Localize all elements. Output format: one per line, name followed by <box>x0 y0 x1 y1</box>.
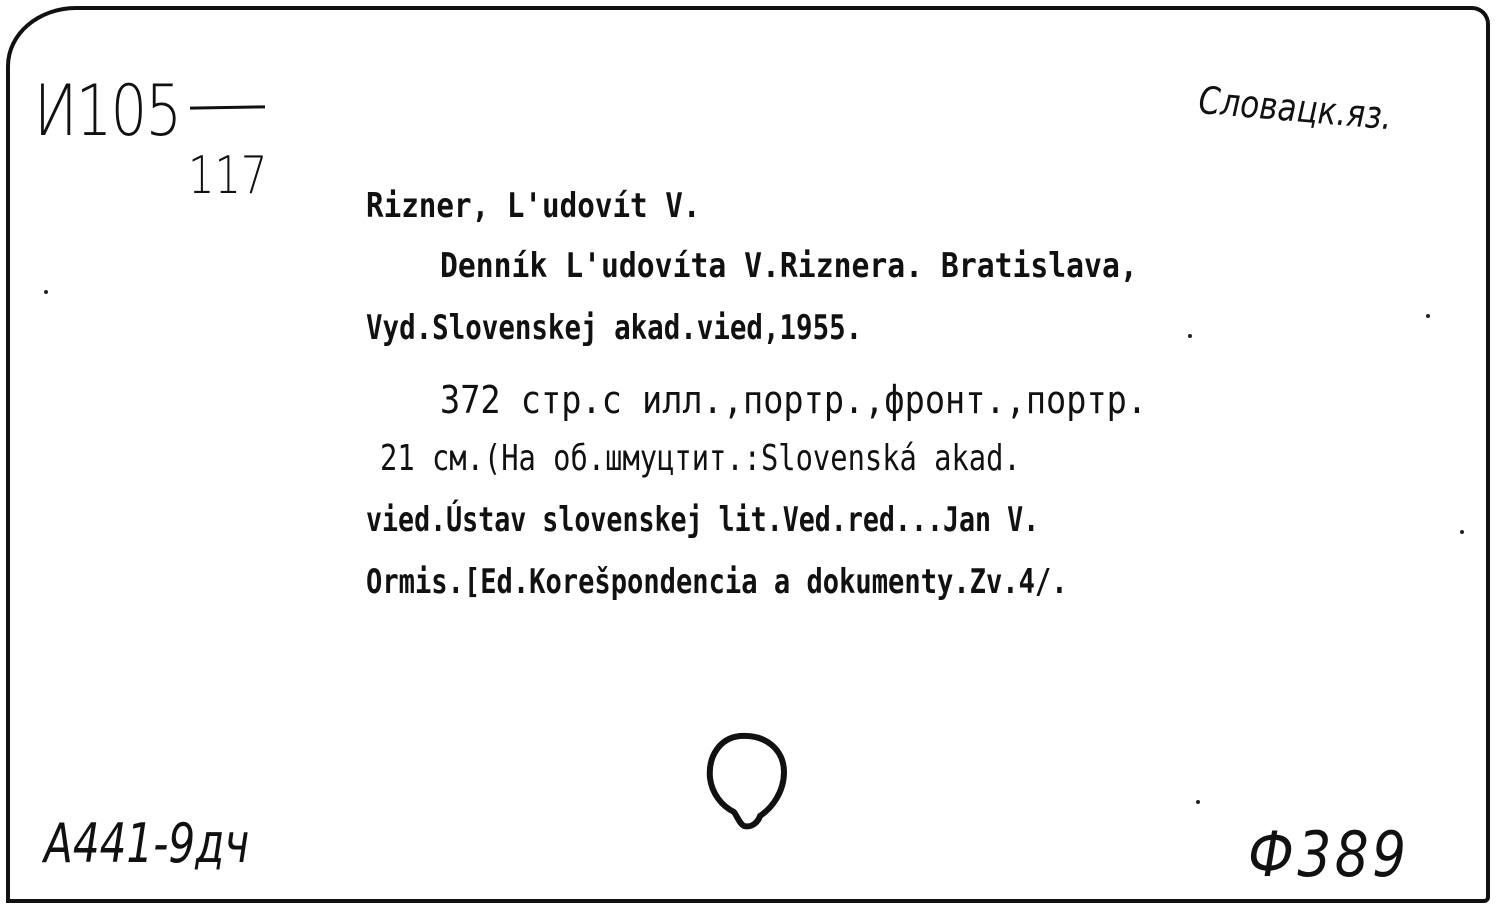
shelf-mark-main: И105 <box>34 70 181 152</box>
entry-series: Ormis.[Ed.Korešpondencia a dokumenty.Zv.4/. <box>366 562 1068 602</box>
punch-hole-icon <box>700 728 800 838</box>
speck <box>1426 314 1430 318</box>
bottom-left-code: А441-9дч <box>44 812 250 875</box>
speck <box>1188 334 1192 338</box>
entry-publisher: Vyd.Slovenskej akad.vied,1955. <box>366 308 863 348</box>
entry-size-note: 21 см.(На об.шмуцтит.:Slovenská akad. <box>380 438 1021 479</box>
entry-note-cont: vied.Ústav slovenskej lit.Ved.red...Jan V. <box>366 500 1040 540</box>
shelf-mark-sub: 117 <box>188 146 268 206</box>
entry-title: Denník L'udovíta V.Riznera. Bratislava, <box>440 246 1138 286</box>
subject-note: Словацк.яз. <box>1197 78 1393 139</box>
entry-pagination: 372 стр.с илл.,портр.,фронт.,портр. <box>440 378 1148 422</box>
speck <box>44 290 48 294</box>
speck <box>1460 530 1464 534</box>
entry-author: Rizner, L'udovít V. <box>366 186 701 226</box>
bottom-right-code: Ф389 <box>1248 818 1410 891</box>
speck <box>1196 800 1200 804</box>
